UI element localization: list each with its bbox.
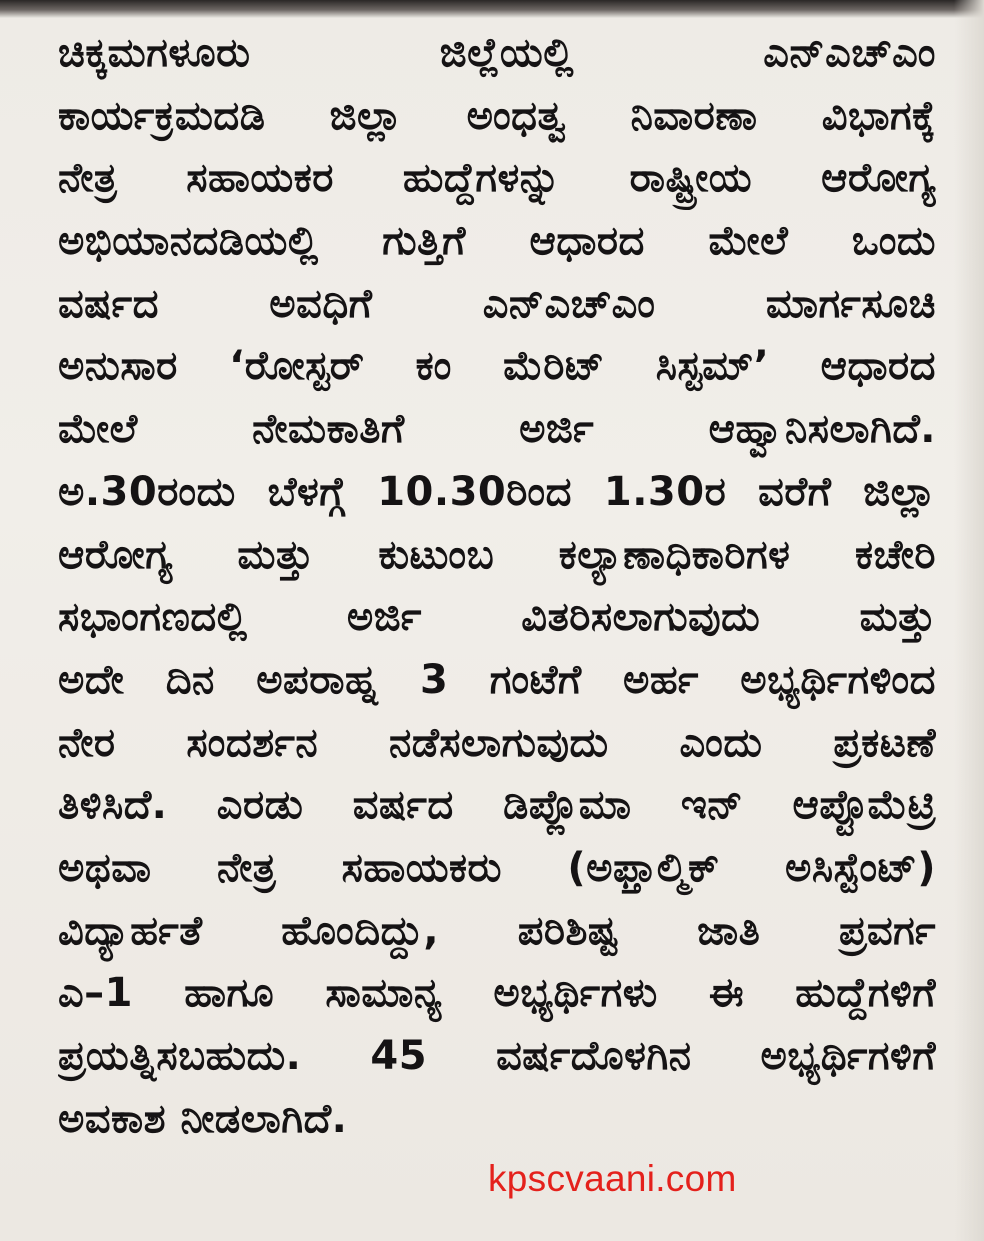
article-line: ನೇರ ಸಂದರ್ಶನ ನಡೆಸಲಾಗುವುದು ಎಂದು ಪ್ರಕಟಣೆ [58, 719, 936, 766]
article-line: ವಿದ್ಯಾರ್ಹತೆ ಹೊಂದಿದ್ದು, ಪರಿಶಿಷ್ಟ ಜಾತಿ ಪ್ರವರ್ಗ [58, 907, 936, 954]
article-line: ಅ.30ರಂದು ಬೆಳಗ್ಗೆ 10.30ರಿಂದ 1.30ರ ವರೆಗೆ ಜಿಲ್ಲಾ [58, 468, 936, 515]
torn-top-edge [0, 0, 984, 18]
watermark-text: kpscvaani.com [488, 1158, 737, 1199]
article-line: ಅಥವಾ ನೇತ್ರ ಸಹಾಯಕರು (ಅಫ್ತಾಲ್ಮಿಕ್ ಅಸಿಸ್ಟೆಂಟ್) [58, 844, 936, 891]
article-line: ಚಿಕ್ಕಮಗಳೂರು ಜಿಲ್ಲೆಯಲ್ಲಿ ಎನ್‌ಎಚ್‌ಎಂ [58, 30, 936, 76]
article-line: ಮೇಲೆ ನೇಮಕಾತಿಗೆ ಅರ್ಜಿ ಆಹ್ವಾನಿಸಲಾಗಿದೆ. [58, 406, 936, 453]
article-body [58, 22, 936, 1150]
article-line: ಎ–1 ಹಾಗೂ ಸಾಮಾನ್ಯ ಅಭ್ಯರ್ಥಿಗಳು ಈ ಹುದ್ದೆಗಳಿಗೆ [58, 970, 936, 1017]
article-line: ಅಭಿಯಾನದಡಿಯಲ್ಲಿ ಗುತ್ತಿಗೆ ಆಧಾರದ ಮೇಲೆ ಒಂದು [58, 218, 936, 265]
article-line: ಅದೇ ದಿನ ಅಪರಾಹ್ನ 3 ಗಂಟೆಗೆ ಅರ್ಹ ಅಭ್ಯರ್ಥಿಗಳಿಂದ [58, 656, 936, 703]
article-line: ವರ್ಷದ ಅವಧಿಗೆ ಎನ್‌ಎಚ್‌ಎಂ ಮಾರ್ಗಸೂಚಿ [58, 280, 936, 327]
article-line: ಕಾರ್ಯಕ್ರಮದಡಿ ಜಿಲ್ಲಾ ಅಂಧತ್ವ ನಿವಾರಣಾ ವಿಭಾಗಕ್ಕೆ [58, 92, 936, 139]
article-line: ಆರೋಗ್ಯ ಮತ್ತು ಕುಟುಂಬ ಕಲ್ಯಾಣಾಧಿಕಾರಿಗಳ ಕಚೇರಿ [58, 531, 936, 578]
article-line: ಸಭಾಂಗಣದಲ್ಲಿ ಅರ್ಜಿ ವಿತರಿಸಲಾಗುವುದು ಮತ್ತು [58, 594, 936, 641]
article-line: ನೇತ್ರ ಸಹಾಯಕರ ಹುದ್ದೆಗಳನ್ನು ರಾಷ್ಟ್ರೀಯ ಆರೋಗ್ಯ [58, 155, 936, 202]
article-line: ಅನುಸಾರ ‘ರೋಸ್ಟರ್ ಕಂ ಮೆರಿಟ್ ಸಿಸ್ಟಮ್’ ಆಧಾರದ [58, 343, 936, 390]
article-line: ತಿಳಿಸಿದೆ. ಎರಡು ವರ್ಷದ ಡಿಪ್ಲೊಮಾ ಇನ್ ಆಪ್ಟೊಮೆಟ್ರಿ [58, 782, 936, 829]
article-line: ಪ್ರಯತ್ನಿಸಬಹುದು. 45 ವರ್ಷದೊಳಗಿನ ಅಭ್ಯರ್ಥಿಗಳಿಗೆ [58, 1033, 936, 1079]
paper-edge-shadow [954, 0, 984, 1241]
article-line-last: ಅವಕಾಶ ನೀಡಲಾಗಿದೆ. [58, 1095, 348, 1142]
